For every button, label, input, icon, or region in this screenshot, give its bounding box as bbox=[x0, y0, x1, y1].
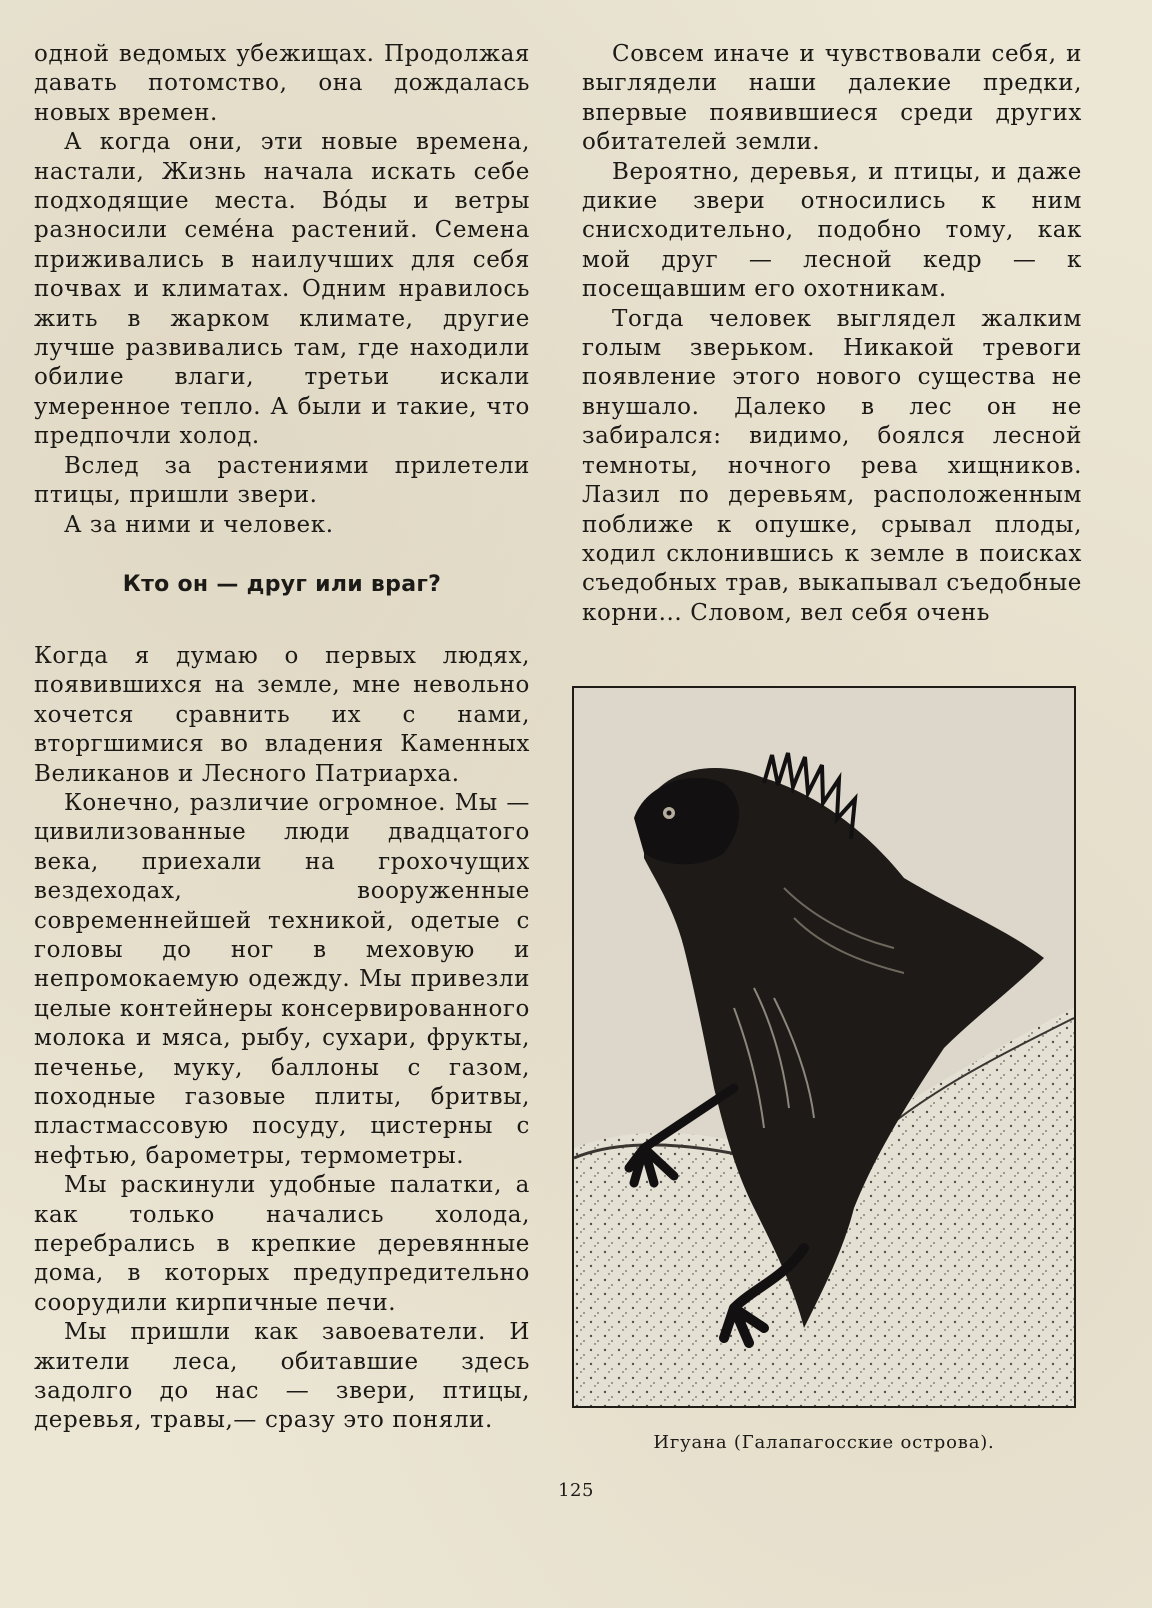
figure-caption: Игуана (Галапагосские острова). bbox=[653, 1432, 995, 1453]
paragraph: Когда я думаю о первых людях, появившихся на земле, мне невольно хочется сравнить их с нами, вторгшимися во владения Каменных Великанов и Лесного Патриарха. bbox=[34, 642, 530, 787]
iguana-photo bbox=[572, 686, 1076, 1408]
paragraph: Мы раскинули удобные палатки, а как только начались холода, перебрались в крепкие деревянные дома, в которых предупредительно соорудили кирпичные печи. bbox=[34, 1172, 530, 1316]
paragraph: Конечно, различие огромное. Мы — цивилизованные люди двадцатого века, приехали на грохочущих вездеходах, вооруженные современнейшей техникой, одетые с головы до ног в меховую и непромокаемую одежду. Мы привезли целые контейнеры консервированного молока и мяса, рыбу, сухари, фрукты, печенье, муку, баллоны с газом, походные газовые плиты, бритвы, пластмассовую посуду, цистерны с нефтью, барометры, термометры. bbox=[34, 789, 530, 1169]
left-column bbox=[34, 40, 530, 1436]
paragraph: Тогда человек выглядел жалким голым зверьком. Никакой тревоги появление этого нового существа не внушало. Далеко в лес он не забирался: видимо, боялся лесной темноты, ночного рева хищников. Лазил по деревьям, расположенным поближе к опушке, срывал плоды, ходил склонившись к земле в поисках съедобных трав, выкапывал съедобные корни... Словом, вел себя очень bbox=[582, 305, 1082, 626]
paragraph: А за ними и человек. bbox=[64, 511, 334, 538]
paragraph: Мы пришли как завоеватели. И жители леса, обитавшие здесь задолго до нас — звери, птицы, деревья, травы,— сразу это поняли. bbox=[34, 1319, 530, 1434]
section-heading: Кто он — друг или враг? bbox=[122, 571, 442, 597]
paragraph: А когда они, эти новые времена, настали, Жизнь начала искать себе подходящие места. Во́ды и ветры разносили семе́на растений. Семена приживались в наилучших для себя почвах и климатах. Одним нравилось жить в жарком климате, другие лучше развивались там, где находили обилие влаги, третьи искали умеренное тепло. А были и такие, что предпочли холод. bbox=[34, 129, 530, 450]
right-column bbox=[582, 40, 1082, 628]
paragraph: Совсем иначе и чувствовали себя, и выглядели наши далекие предки, впервые появившиеся среди других обитателей земли. bbox=[582, 41, 1082, 156]
page-number: 125 bbox=[558, 1480, 594, 1501]
paragraph: Вероятно, деревья, и птицы, и даже дикие звери относились к ним снисходительно, подобно тому, как мой друг — лесной кедр — к посещавшим его охотникам. bbox=[582, 158, 1082, 303]
paragraph: Вслед за растениями прилетели птицы, пришли звери. bbox=[34, 452, 530, 509]
iguana-illustration bbox=[574, 688, 1074, 1406]
paragraph: одной ведомых убежищах. Продолжая давать потомство, она дождалась новых времен. bbox=[34, 41, 530, 126]
